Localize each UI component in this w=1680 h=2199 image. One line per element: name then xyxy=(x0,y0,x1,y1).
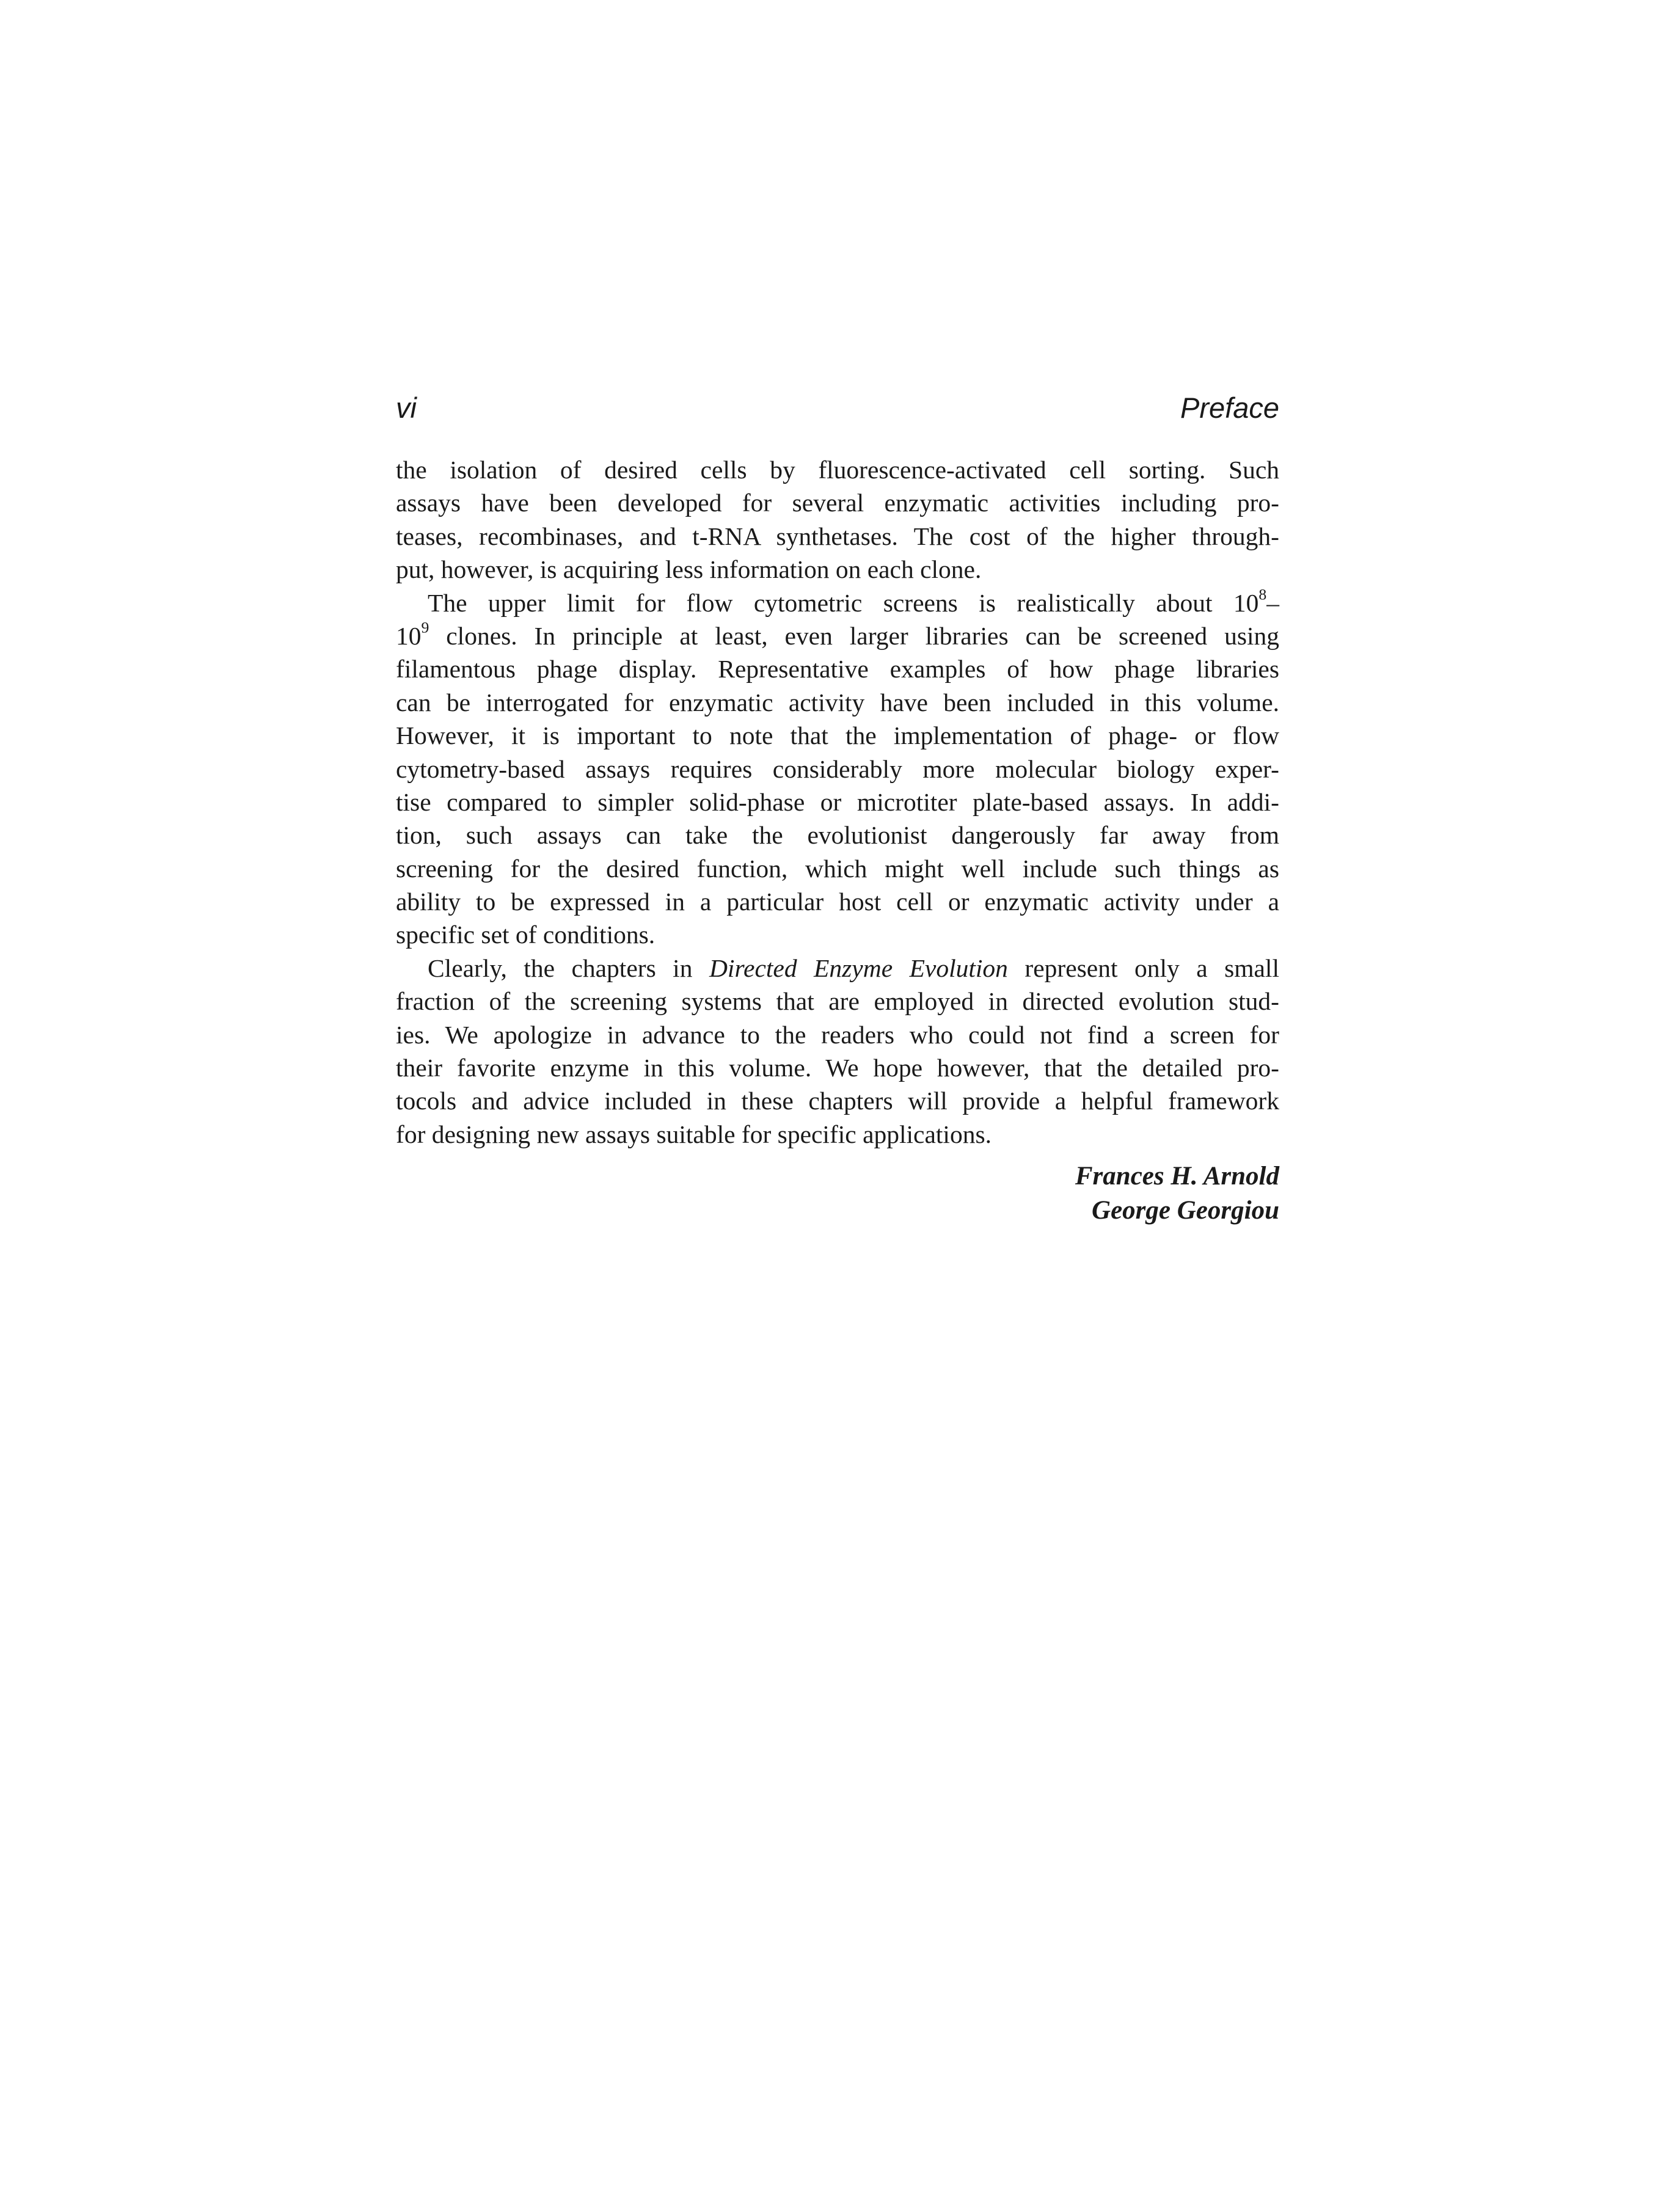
text-line: put, however, is acquiring less information on each clone. xyxy=(396,555,982,584)
superscript: 9 xyxy=(421,618,429,636)
author-name: George Georgiou xyxy=(1092,1196,1279,1225)
text-line: tise compared to simpler solid-phase or microtiter plate-based assays. In addi- xyxy=(396,787,1279,816)
text-line: ies. We apologize in advance to the readers who could not find a screen for xyxy=(396,1020,1279,1049)
text-fragment: represent only a small xyxy=(1007,954,1279,982)
book-title: Directed Enzyme Evolution xyxy=(709,954,1008,982)
text-line: for designing new assays suitable for specific applications. xyxy=(396,1120,992,1148)
text-line: specific set of conditions. xyxy=(396,921,656,949)
text-fragment: 10 xyxy=(396,621,422,650)
text-line: can be interrogated for enzymatic activity have been included in this volume. xyxy=(396,688,1279,717)
text-line: cytometry-based assays requires considerably more molecular biology exper- xyxy=(396,754,1279,783)
text-line xyxy=(396,952,1279,985)
text-line: teases, recombinases, and t-RNA synthetases. The cost of the higher through- xyxy=(396,522,1279,550)
page-number: vi xyxy=(396,392,417,424)
text-line: tocols and advice included in these chapters will provide a helpful framework xyxy=(396,1087,1279,1115)
text-line: ability to be expressed in a particular host cell or enzymatic activity under a xyxy=(396,888,1279,916)
running-head xyxy=(396,388,1279,428)
text-fragment: Clearly, the chapters in xyxy=(428,954,709,982)
text-line: However, it is important to note that the implementation of phage- or flow xyxy=(396,721,1279,750)
text-fragment: The upper limit for flow cytometric screens is realistically about 10 xyxy=(428,588,1259,617)
text-line xyxy=(396,586,1279,619)
body-text xyxy=(396,453,1279,1151)
text-line: their favorite enzyme in this volume. We hope however, that the detailed pro- xyxy=(396,1054,1279,1082)
text-line: screening for the desired function, which might well include such things as xyxy=(396,854,1279,883)
text-fragment: clones. In principle at least, even larger libraries can be screened using xyxy=(429,621,1279,650)
text-line: fraction of the screening systems that are employed in directed evolution stud- xyxy=(396,987,1279,1016)
superscript: 8 xyxy=(1258,585,1267,604)
text-line: tion, such assays can take the evolutionist dangerously far away from xyxy=(396,821,1279,850)
signature-block xyxy=(396,1159,1279,1228)
text-line: assays have been developed for several enzymatic activities including pro- xyxy=(396,489,1279,517)
text-fragment: – xyxy=(1266,588,1279,617)
text-line: the isolation of desired cells by fluorescence-activated cell sorting. Such xyxy=(396,456,1279,484)
author-name: Frances H. Arnold xyxy=(1075,1162,1279,1191)
text-line: filamentous phage display. Representative examples of how phage libraries xyxy=(396,655,1279,684)
text-line xyxy=(396,619,1279,652)
section-title: Preface xyxy=(1180,392,1279,424)
